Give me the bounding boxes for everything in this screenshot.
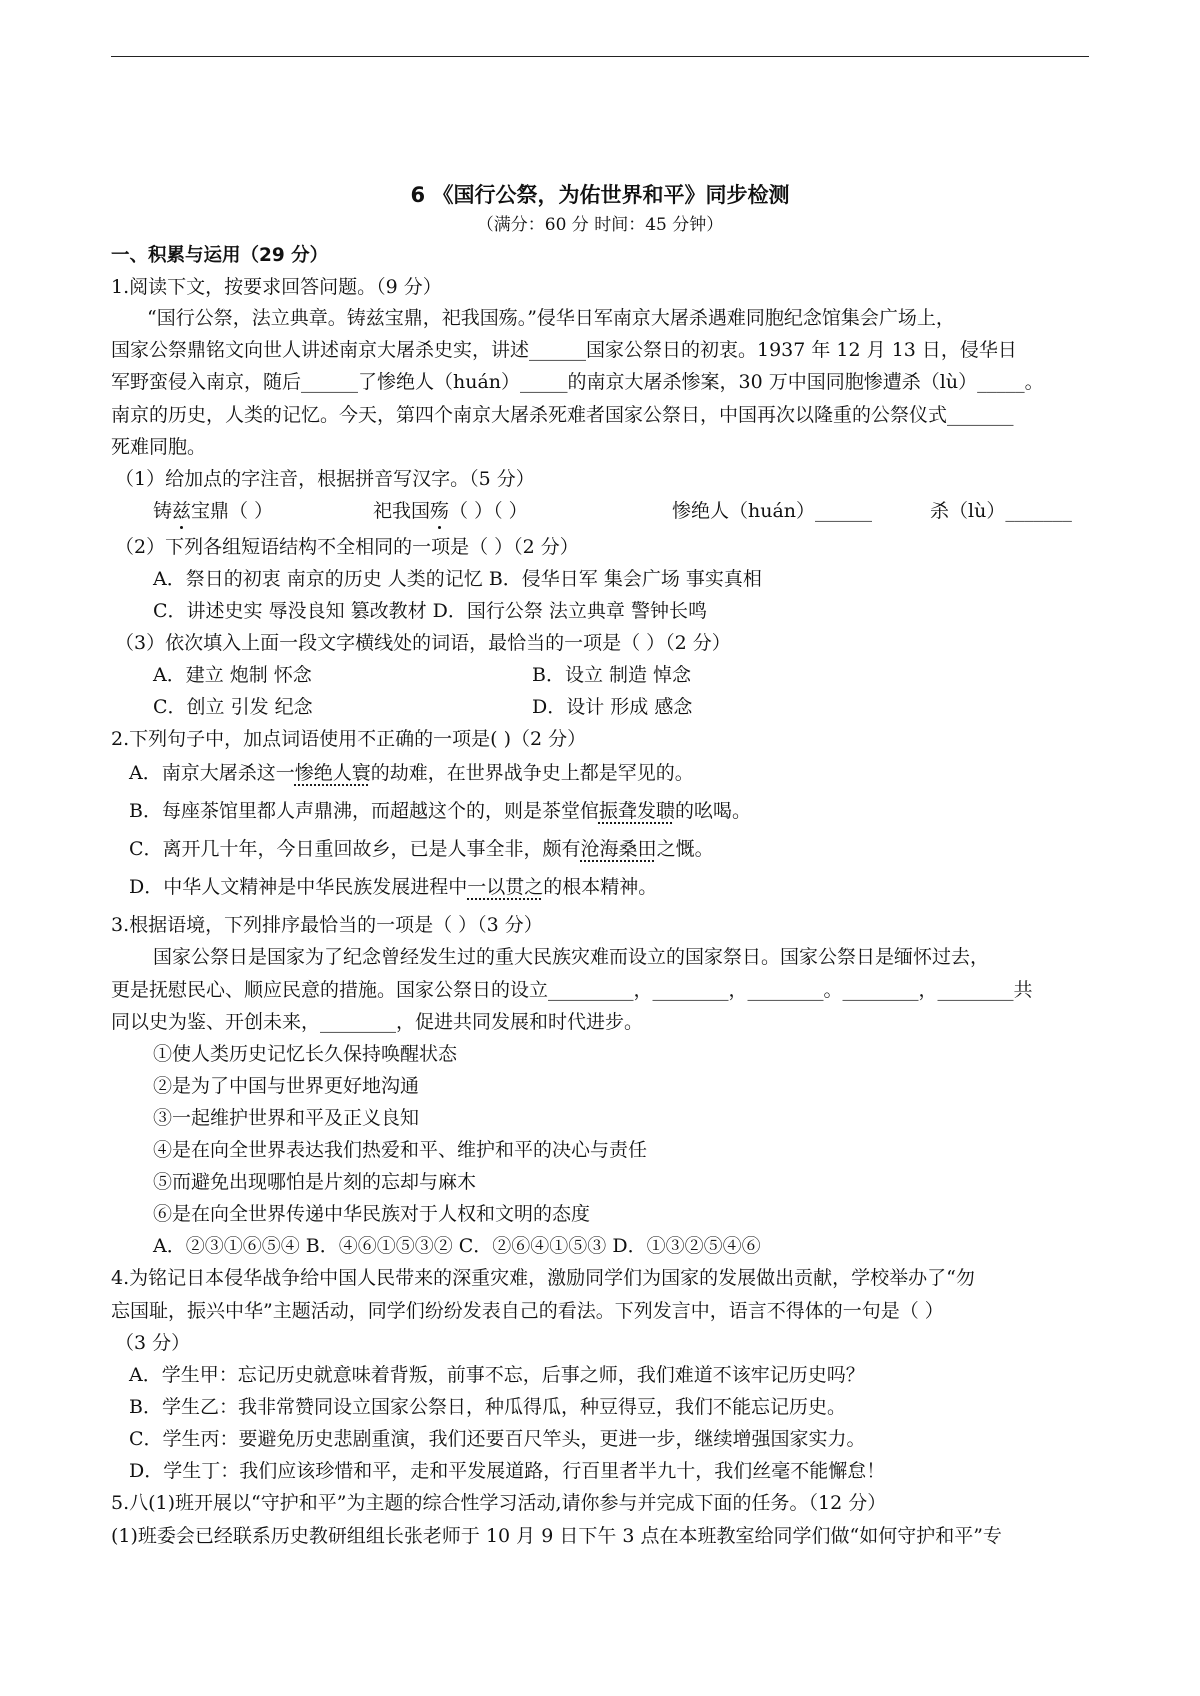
q3-heading: 3.根据语境，下列排序最恰当的一项是（ ）（3 分） <box>111 914 543 936</box>
q1-heading: 1.阅读下文，按要求回答问题。（9 分） <box>111 276 442 298</box>
q1-passage-line: 军野蛮侵入南京，随后______了惨绝人（huán）_____的南京大屠杀惨案，30 万中国同胞惨遭杀（lù）_____。 <box>111 371 1044 393</box>
q2-heading: 2.下列句子中，加点词语使用不正确的一项是( )（2 分） <box>111 728 587 750</box>
emphasis-dotted-phrase: 一以贯之 <box>467 876 544 898</box>
q1-sub3-option-a: A．建立 炮制 怀念 <box>153 664 312 686</box>
q4-option-a: A．学生甲：忘记历史就意味着背叛，前事不忘，后事之师，我们难道不该牢记历史吗？ <box>129 1364 865 1386</box>
q2-option-c: C．离开几十年，今日重回故乡，已是人事全非，颇有沧海桑田之慨。 <box>129 838 714 860</box>
q3-passage-line: 同以史为鉴、开创未来，________，促进共同发展和时代进步。 <box>111 1011 644 1033</box>
q3-item: ④是在向全世界表达我们热爱和平、维护和平的决心与责任 <box>153 1139 648 1161</box>
q1-sub3-option-c: C．创立 引发 纪念 <box>153 696 313 718</box>
q1-sub1-item: 杀（lù）_______ <box>930 500 1072 522</box>
q1-sub1-item: 祀我国殇（ ）（ ） <box>373 500 528 522</box>
q1-sub2-heading: （2）下列各组短语结构不全相同的一项是（ ）（2 分） <box>115 536 579 558</box>
q1-sub3-option-d: D．设计 形成 感念 <box>532 696 693 718</box>
emphasis-dot-char: 殇 <box>430 500 450 522</box>
q3-item: ②是为了中国与世界更好地沟通 <box>153 1075 420 1097</box>
q1-passage-line: 南京的历史，人类的记忆。今天，第四个南京大屠杀死难者国家公祭日，中国再次以隆重的公祭仪式_______ <box>111 404 1014 426</box>
header-rule <box>111 56 1089 57</box>
q1-sub3-heading: （3）依次填入上面一段文字横线处的词语，最恰当的一项是（ ）（2 分） <box>115 632 731 654</box>
exam-subtitle: （满分：60 分 时间：45 分钟） <box>476 215 724 235</box>
q3-item: ①使人类历史记忆长久保持唤醒状态 <box>153 1043 458 1065</box>
q3-passage-line: 更是抚慰民心、顺应民意的措施。国家公祭日的设立_________，________，________。________，________共 <box>111 979 1033 1001</box>
q5-heading: 5.八(1)班开展以“守护和平”为主题的综合性学习活动,请你参与并完成下面的任务。（12 分） <box>111 1492 887 1514</box>
q1-sub2-options: C．讲述史实 辱没良知 篡改教材 D．国行公祭 法立典章 警钟长鸣 <box>153 600 707 622</box>
page-title: 6 《国行公祭，为佑世界和平》同步检测 <box>410 183 790 207</box>
q1-sub1-item: 铸兹宝鼎（ ） <box>153 500 274 522</box>
q4-option-c: C．学生丙：要避免历史悲剧重演，我们还要百尺竿头，更进一步，继续增强国家实力。 <box>129 1428 866 1450</box>
q3-item: ⑥是在向全世界传递中华民族对于人权和文明的态度 <box>153 1203 591 1225</box>
q4-heading: 4.为铭记日本侵华战争给中国人民带来的深重灾难，激励同学们为国家的发展做出贡献，学校举办了“勿 <box>111 1267 975 1289</box>
emphasis-dotted-phrase: 沧海桑田 <box>580 838 657 860</box>
q2-option-d: D．中华人文精神是中华民族发展进程中一以贯之的根本精神。 <box>129 876 658 898</box>
q5-sub1: (1)班委会已经联系历史教研组组长张老师于 10 月 9 日下午 3 点在本班教室给同学们做“如何守护和平”专 <box>111 1525 1002 1547</box>
emphasis-dot-char: 兹 <box>172 500 192 522</box>
emphasis-dotted-phrase: 惨绝人寰 <box>294 762 371 784</box>
q4-score: （3 分） <box>115 1332 191 1354</box>
q3-options: A．②③①⑥⑤④ B．④⑥①⑤③② C．②⑥④①⑤③ D．①③②⑤④⑥ <box>153 1235 761 1257</box>
q1-passage-line: “国行公祭，法立典章。铸兹宝鼎，祀我国殇。”侵华日军南京大屠杀遇难同胞纪念馆集会广场上， <box>147 307 955 329</box>
q1-passage-line: 死难同胞。 <box>111 436 207 458</box>
q4-option-d: D．学生丁：我们应该珍惜和平，走和平发展道路，行百里者半九十，我们丝毫不能懈怠！ <box>129 1460 886 1482</box>
q2-option-b: B．每座茶馆里都人声鼎沸，而超越这个的，则是茶堂倌振聋发聩的吆喝。 <box>129 800 751 822</box>
q4-option-b: B．学生乙：我非常赞同设立国家公祭日，种瓜得瓜，种豆得豆，我们不能忘记历史。 <box>129 1396 846 1418</box>
q1-sub3-option-b: B．设立 制造 悼念 <box>532 664 692 686</box>
q1-sub2-options: A．祭日的初衷 南京的历史 人类的记忆 B．侵华日军 集会广场 事实真相 <box>153 568 762 590</box>
section-heading-1: 一、积累与运用（29 分） <box>111 245 329 266</box>
q3-passage-line: 国家公祭日是国家为了纪念曾经发生过的重大民族灾难而设立的国家祭日。国家公祭日是缅怀过去， <box>153 946 990 968</box>
q3-item: ③一起维护世界和平及正义良知 <box>153 1107 420 1129</box>
q2-option-a: A．南京大屠杀这一惨绝人寰的劫难，在世界战争史上都是罕见的。 <box>129 762 694 784</box>
q3-item: ⑤而避免出现哪怕是片刻的忘却与麻木 <box>153 1171 477 1193</box>
emphasis-dotted-phrase: 振聋发聩 <box>598 800 675 822</box>
q1-passage-line: 国家公祭鼎铭文向世人讲述南京大屠杀史实，讲述______国家公祭日的初衷。1937 年 12 月 13 日，侵华日 <box>111 339 1017 361</box>
q4-heading: 忘国耻，振兴中华”主题活动，同学们纷纷发表自己的看法。下列发言中，语言不得体的一句是（ ） <box>111 1300 944 1322</box>
q1-sub1-heading: （1）给加点的字注音，根据拼音写汉字。（5 分） <box>115 468 535 490</box>
q1-sub1-item: 惨绝人（huán）______ <box>672 500 873 522</box>
